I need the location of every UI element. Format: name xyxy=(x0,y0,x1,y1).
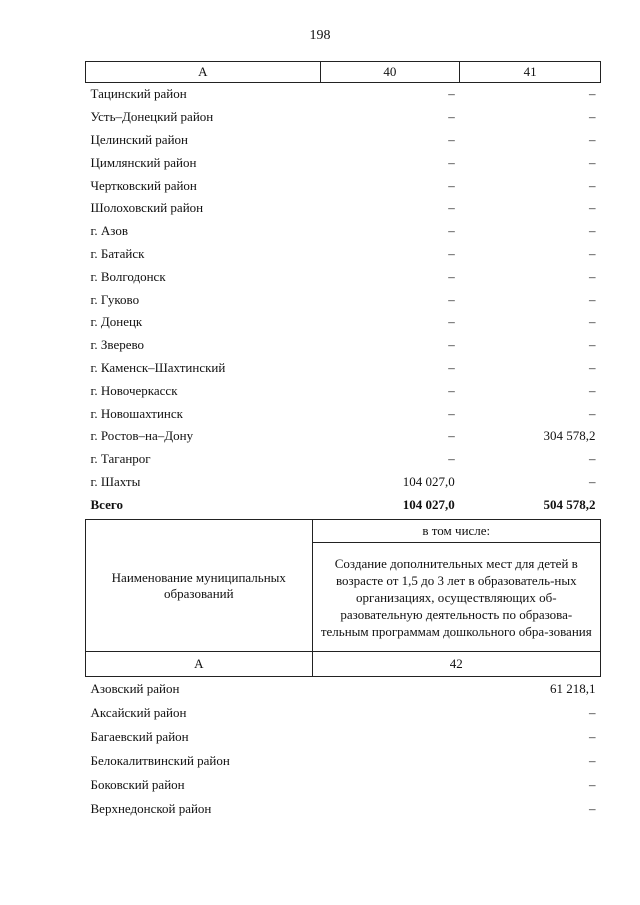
table-row xyxy=(86,701,601,725)
row-col-42: – xyxy=(589,705,596,720)
table-row xyxy=(86,749,601,773)
row-col-41: 304 578,2 xyxy=(543,428,596,444)
total-row xyxy=(86,493,601,516)
table-row xyxy=(86,797,601,821)
row-col-41: – xyxy=(589,131,596,147)
row-name: Усть–Донецкий район xyxy=(90,109,214,125)
row-col-42: – xyxy=(589,753,596,768)
row-name: Азовский район xyxy=(90,681,180,696)
row-name: г. Каменск–Шахтинский xyxy=(90,359,226,375)
total-col-41: 504 578,2 xyxy=(543,496,596,512)
row-col-40: – xyxy=(448,314,455,330)
row-name: г. Шахты xyxy=(90,473,141,489)
table-row xyxy=(86,197,601,220)
table-row xyxy=(86,243,601,266)
row-col-41: – xyxy=(589,451,596,467)
row-col-41: – xyxy=(589,382,596,398)
row-col-41: – xyxy=(589,200,596,216)
row-col-40: – xyxy=(448,245,455,261)
header-col-41: 41 xyxy=(460,62,601,83)
row-name: г. Гуково xyxy=(90,291,140,307)
row-col-40: – xyxy=(448,109,455,125)
row-col-40: – xyxy=(448,428,455,444)
row-name: Аксайский район xyxy=(90,705,187,720)
row-col-41: – xyxy=(589,268,596,284)
row-col-41: – xyxy=(589,291,596,307)
table-body xyxy=(86,83,601,494)
table-row xyxy=(86,129,601,152)
row-col-40: – xyxy=(448,177,455,193)
row-col-40: – xyxy=(448,405,455,421)
data-table-columns-40-41 xyxy=(85,61,601,516)
row-name: г. Зверево xyxy=(90,337,145,353)
row-col-40: – xyxy=(448,223,455,239)
row-name: г. Ростов–на–Дону xyxy=(90,428,194,444)
table-row xyxy=(86,357,601,380)
header-row-numbers xyxy=(86,652,601,677)
header-row-including xyxy=(86,520,601,543)
header-col-a-2: А xyxy=(86,652,313,677)
header-col-a: А xyxy=(86,62,321,83)
table-row xyxy=(86,311,601,334)
row-name: Верхнедонской район xyxy=(90,801,212,816)
table-row xyxy=(86,425,601,448)
row-col-42: – xyxy=(589,801,596,816)
table-row xyxy=(86,265,601,288)
table-row xyxy=(86,174,601,197)
row-name: Багаевский район xyxy=(90,729,189,744)
table-body-2 xyxy=(86,677,601,822)
row-name: г. Азов xyxy=(90,223,128,239)
row-col-40: – xyxy=(448,131,455,147)
row-name: г. Таганрог xyxy=(90,451,151,467)
row-name: г. Батайск xyxy=(90,245,145,261)
row-name: г. Донецк xyxy=(90,314,143,330)
row-name: г. Новочеркасск xyxy=(90,382,178,398)
table-row xyxy=(86,379,601,402)
row-name: Белокалитвинский район xyxy=(90,753,230,768)
row-col-40: – xyxy=(448,268,455,284)
row-name: Цимлянский район xyxy=(90,154,197,170)
total-label: Всего xyxy=(90,496,123,512)
table-row xyxy=(86,402,601,425)
row-col-41: – xyxy=(589,473,596,489)
row-name: Целинский район xyxy=(90,131,188,147)
row-col-40: 104 027,0 xyxy=(402,473,455,489)
row-col-42: – xyxy=(589,777,596,792)
table-row xyxy=(86,448,601,471)
header-col-40: 40 xyxy=(320,62,460,83)
table-row xyxy=(86,725,601,749)
row-name: г. Новошахтинск xyxy=(90,405,183,421)
table-row xyxy=(86,151,601,174)
table-row xyxy=(86,83,601,106)
table-row xyxy=(86,334,601,357)
table-header-row xyxy=(86,62,601,83)
table-row xyxy=(86,288,601,311)
row-col-41: – xyxy=(589,86,596,102)
page-number: 198 xyxy=(309,28,331,43)
table-row xyxy=(86,773,601,797)
row-col-40: – xyxy=(448,291,455,307)
table-row xyxy=(86,677,601,702)
row-col-40: – xyxy=(448,200,455,216)
row-col-40: – xyxy=(448,337,455,353)
table-row xyxy=(86,106,601,129)
header-including: в том числе: xyxy=(312,520,600,543)
header-municipality: Наименование муниципальных образований xyxy=(86,520,313,652)
row-name: Шолоховский район xyxy=(90,200,204,216)
header-col-42: 42 xyxy=(312,652,600,677)
data-table-column-42 xyxy=(85,519,601,821)
row-name: г. Волгодонск xyxy=(90,268,166,284)
row-col-40: – xyxy=(448,86,455,102)
row-name: Чертковский район xyxy=(90,177,197,193)
row-col-41: – xyxy=(589,405,596,421)
row-name: Боковский район xyxy=(90,777,185,792)
total-col-40: 104 027,0 xyxy=(402,496,455,512)
row-col-41: – xyxy=(589,337,596,353)
row-col-40: – xyxy=(448,451,455,467)
row-col-40: – xyxy=(448,382,455,398)
row-col-41: – xyxy=(589,177,596,193)
row-col-42: 61 218,1 xyxy=(550,681,596,696)
row-col-41: – xyxy=(589,314,596,330)
row-col-42: – xyxy=(589,729,596,744)
row-col-40: – xyxy=(448,154,455,170)
table-row xyxy=(86,471,601,494)
row-col-41: – xyxy=(589,359,596,375)
header-column-description: Создание дополнительных мест для детей в возрасте от 1,5 до 3 лет в образователь-ных организациях, осуществляющих об-разовательную деятельность по образова-тельным программам дошкольного обра-зования xyxy=(312,543,600,652)
row-col-40: – xyxy=(448,359,455,375)
row-col-41: – xyxy=(589,245,596,261)
row-col-41: – xyxy=(589,154,596,170)
table-row xyxy=(86,220,601,243)
row-col-41: – xyxy=(589,223,596,239)
row-col-41: – xyxy=(589,109,596,125)
row-name: Тацинский район xyxy=(90,86,187,102)
